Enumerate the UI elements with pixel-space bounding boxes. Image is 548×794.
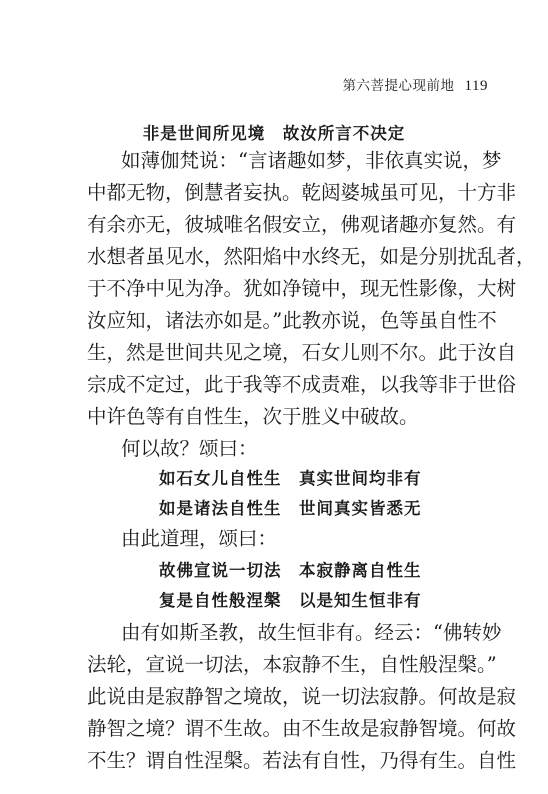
paragraph-line: 中许色等有自性生，次于胜义中破故。 xyxy=(87,405,419,428)
paragraph-line: 有余亦无，彼城唯名假安立，佛观诸趣亦复然。有 xyxy=(87,213,517,236)
page-number: 119 xyxy=(464,78,488,94)
chapter-title: 第六菩提心现前地 xyxy=(342,78,455,94)
paragraph-line: 于不净中见为净。犹如净镜中，现无性影像，大树 xyxy=(87,277,517,300)
paragraph-line: 汝应知，诸法亦如是。”此教亦说，色等虽自性不 xyxy=(87,309,497,332)
paragraph-line: 不生？谓自性涅槃。若法有自性，乃得有生。自性 xyxy=(87,749,517,772)
running-header xyxy=(343,74,488,95)
paragraph-line: 由有如斯圣教，故生恒非有。经云：“佛转妙 xyxy=(121,621,502,644)
section-heading: 非是世间所见境 故汝所言不决定 xyxy=(142,124,406,143)
paragraph-line: 水想者虽见水，然阳焰中水终无，如是分别扰乱者， xyxy=(87,245,536,268)
paragraph-line: 静智之境？谓不生故。由不生故是寂静智境。何故 xyxy=(87,717,517,740)
verse-line: 如石女儿自性生 真实世间均非有 xyxy=(159,469,422,488)
paragraph-line: 此说由是寂静智之境故，说一切法寂静。何故是寂 xyxy=(87,685,517,708)
verse-line: 如是诸法自性生 世间真实皆悉无 xyxy=(159,499,422,518)
paragraph-line: 中都无物，倒慧者妄执。乾闼婆城虽可见，十方非 xyxy=(87,181,517,204)
paragraph-line: 法轮，宣说一切法，本寂静不生，自性般涅槃。” xyxy=(87,653,497,676)
verse-line: 故佛宣说一切法 本寂静离自性生 xyxy=(159,561,422,580)
verse-intro: 何以故？颂曰： xyxy=(121,437,258,460)
paragraph-line: 如薄伽梵说：“言诸趣如梦，非依真实说，梦 xyxy=(121,149,502,172)
paragraph-line: 生，然是世间共见之境，石女儿则不尔。此于汝自 xyxy=(87,341,517,364)
paragraph-line: 宗成不定过，此于我等不成责难，以我等非于世俗 xyxy=(87,373,517,396)
verse-intro: 由此道理，颂曰： xyxy=(121,527,278,550)
verse-line: 复是自性般涅槃 以是知生恒非有 xyxy=(159,591,422,610)
